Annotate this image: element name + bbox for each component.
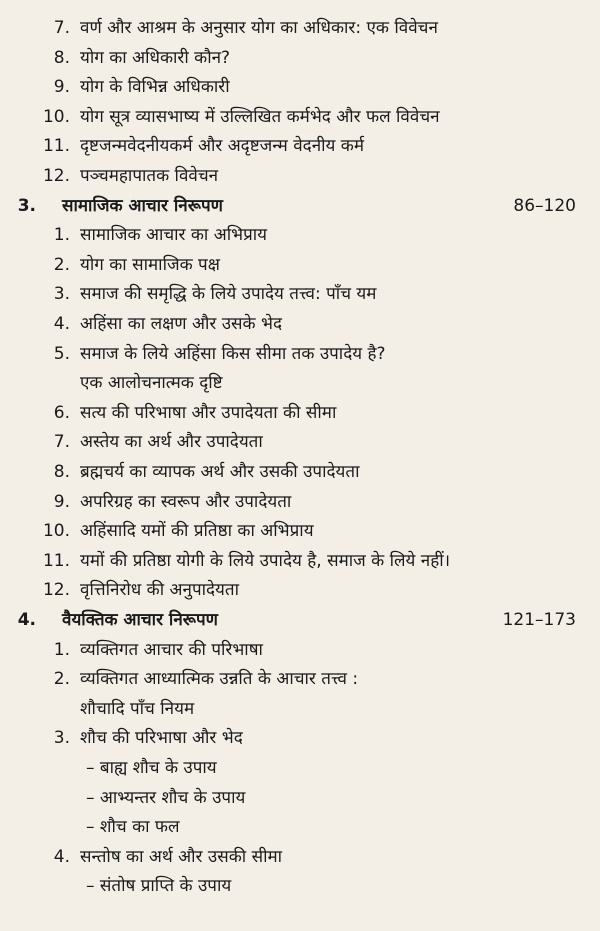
contents-entry [0,73,600,103]
entry-number: 5. [53,343,70,364]
entry-number: 6. [53,402,70,423]
entry-number: 4. [53,314,70,334]
chapter-title: वैयक्तिक आचार निरूपण [62,610,218,630]
contents-entry [0,458,600,488]
chapter-title: सामाजिक आचार निरूपण [62,195,223,216]
entry-title: – शौच का फल [86,817,180,838]
chapter-heading [0,192,600,222]
contents-entry [0,280,600,310]
entry-title: योग का अधिकारी कौन? [80,47,231,68]
entry-title: योग का सामाजिक पक्ष [80,254,220,275]
entry-number: 7. [53,432,70,453]
entry-number: 11. [42,550,70,571]
entry-title: सामाजिक आचार का अभिप्राय [80,225,268,246]
entry-title: शौच की परिभाषा और भेद [80,728,243,749]
contents-entry [0,340,600,370]
contents-entry [0,576,600,606]
contents-entry [0,695,600,725]
contents-entry [0,132,600,162]
entry-title: व्यक्तिगत आध्यात्मिक उन्नति के आचार तत्त्व : [80,669,359,690]
entry-title: अस्तेय का अर्थ और उपादेयता [80,432,263,453]
entry-number: 10. [42,106,70,127]
contents-entry [0,488,600,518]
entry-number: 3. [53,728,70,749]
entry-title: अहिंसा का लक्षण और उसके भेद [80,314,282,334]
chapter-number: 3. [17,195,36,216]
contents-entry [0,103,600,133]
contents-entry [0,784,600,814]
entry-title: अपरिग्रह का स्वरूप और उपादेयता [80,491,292,512]
contents-entry [0,369,600,399]
contents-entry [0,44,600,74]
contents-entry [0,724,600,754]
entry-title: व्यक्तिगत आचार की परिभाषा [80,639,263,660]
entry-title: योग सूत्र व्यासभाष्य में उल्लिखित कर्मभेद और फल विवेचन [80,106,440,127]
entry-title: शौचादि पाँच नियम [80,698,195,719]
contents-entry [0,754,600,784]
entry-title: ब्रह्मचर्य का व्यापक अर्थ और उसकी उपादेयता [80,462,360,482]
entry-number: 7. [53,18,70,38]
contents-entry [0,221,600,251]
entry-number: 3. [53,284,70,305]
entry-number: 2. [53,254,70,275]
contents-entry [0,310,600,340]
entry-number: 1. [53,639,70,660]
entry-number: 10. [42,521,70,542]
contents-entry [0,14,600,44]
entry-title: दृष्टजन्मवेदनीयकर्म और अदृष्टजन्म वेदनीय कर्म [80,136,365,157]
chapter-heading [0,606,600,636]
entry-title: सन्तोष का अर्थ और उसकी सीमा [80,846,283,867]
contents-entry [0,636,600,666]
entry-number: 1. [53,225,70,246]
entry-title: यमों की प्रतिष्ठा योगी के लिये उपादेय है, समाज के लिये नहीं। [80,550,451,571]
page-range: 86–120 [513,195,576,216]
entry-title: – संतोष प्राप्ति के उपाय [86,876,232,897]
contents-entry [0,547,600,577]
entry-title: वृत्तिनिरोध की अनुपादेयता [80,580,239,601]
contents-entry [0,399,600,429]
entry-title: – बाह्य शौच के उपाय [86,758,217,778]
page-range: 121–173 [502,610,576,630]
contents-entry [0,843,600,873]
contents-entry [0,813,600,843]
entry-title: समाज की समृद्धि के लिये उपादेय तत्त्व: पाँच यम [80,284,377,305]
entry-number: 4. [53,846,70,867]
entry-title: पञ्चमहापातक विवेचन [80,166,219,186]
entry-number: 8. [53,47,70,68]
contents-entry [0,251,600,281]
entry-title: अहिंसादि यमों की प्रतिष्ठा का अभिप्राय [80,521,314,542]
entry-title: एक आलोचनात्मक दृष्टि [80,373,223,394]
entry-number: 12. [42,580,70,601]
entry-number: 2. [53,669,70,690]
contents-entry [0,872,600,902]
contents-entry [0,162,600,192]
entry-title: सत्य की परिभाषा और उपादेयता की सीमा [80,402,337,423]
entry-title: योग के विभिन्न अधिकारी [80,77,230,98]
entry-number: 9. [53,491,70,512]
chapter-number: 4. [17,610,36,630]
entry-number: 9. [53,77,70,98]
entry-number: 12. [42,166,70,186]
entry-number: 11. [42,136,70,157]
contents-entry [0,428,600,458]
entry-title: – आभ्यन्तर शौच के उपाय [86,787,246,808]
contents-entry [0,665,600,695]
contents-entry [0,517,600,547]
entry-title: वर्ण और आश्रम के अनुसार योग का अधिकार: एक विवेचन [80,18,438,38]
entry-number: 8. [53,462,70,482]
entry-title: समाज के लिये अहिंसा किस सीमा तक उपादेय है? [80,343,386,364]
